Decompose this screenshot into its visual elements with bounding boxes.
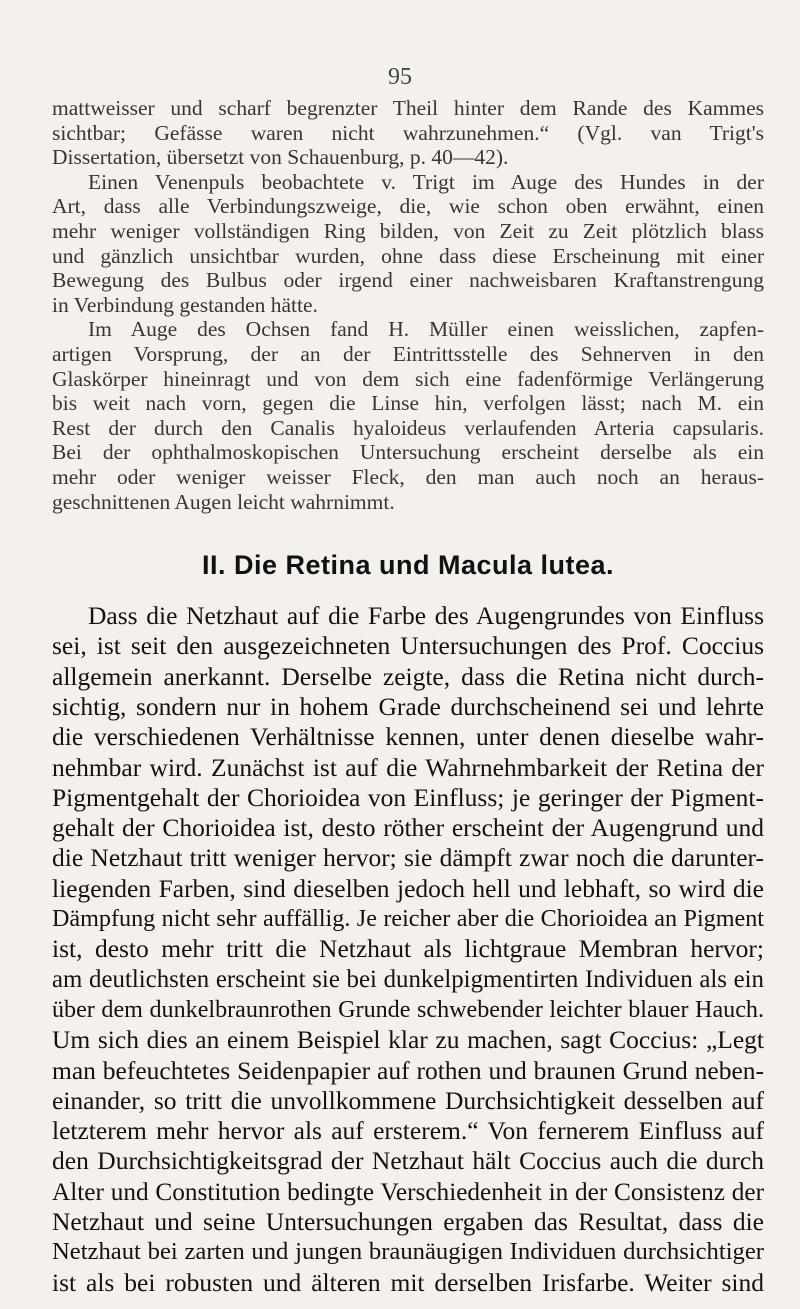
- text-line: Alter und Constitution bedingte Verschiedenheit in der Consistenz der: [52, 1177, 764, 1206]
- text-line: Pigmentgehalt der Chorioidea von Einfluss; je geringer der Pigment-: [52, 782, 764, 812]
- text-line: mattweisser und scharf begrenzter Theil hinter dem Rande des Kammes: [52, 96, 764, 120]
- text-line: am deutlichsten erscheint sie bei dunkelpigmentirten Individuen als ein: [52, 965, 764, 993]
- text-line: sichtbar; Gefässe waren nicht wahrzunehmen.“ (Vgl. van Trigt's: [52, 120, 764, 145]
- text-line: letzterem mehr hervor als auf ersterem.“ Von fernerem Einfluss auf: [52, 1116, 764, 1146]
- text-line: gehalt der Chorioidea ist, desto röther erscheint der Augengrund und: [52, 813, 764, 843]
- text-line: mehr oder weniger weisser Fleck, den man auch noch an heraus-: [52, 464, 764, 489]
- text-line: man befeuchtetes Seidenpapier auf rothen und braunen Grund neben-: [52, 1055, 764, 1085]
- text-line: die verschiedenen Verhältnisse kennen, unter denen dieselbe wahr-: [52, 722, 764, 752]
- text-line: einander, so tritt die unvollkommene Durchsichtigkeit desselben auf: [52, 1085, 764, 1115]
- text-line: und gänzlich unsichtbar wurden, ohne dass diese Erscheinung mit einer: [52, 243, 764, 268]
- text-line: sichtig, sondern nur in hohem Grade durchscheinend sei und lehrte: [52, 691, 764, 721]
- text-line: mehr weniger vollständigen Ring bilden, von Zeit zu Zeit plötzlich blass: [52, 218, 764, 243]
- page-number: 95: [388, 64, 412, 90]
- text-line: nehmbar wird. Zunächst ist auf die Wahrnehmbarkeit der Retina der: [52, 752, 764, 782]
- text-line: liegenden Farben, sind dieselben jedoch hell und lebhaft, so wird die: [52, 873, 764, 903]
- text-line: allgemein anerkannt. Derselbe zeigte, dass die Retina nicht durch-: [52, 661, 764, 691]
- text-line: Glaskörper hineinragt und von dem sich eine fadenförmige Verlängerung: [52, 366, 764, 391]
- text-line: Bei der ophthalmoskopischen Untersuchung erscheint derselbe als ein: [52, 440, 764, 465]
- paragraph-2: [52, 170, 764, 318]
- text-line: in Verbindung gestanden hätte.: [52, 292, 318, 317]
- text-line: Netzhaut bei zarten und jungen braunäugigen Individuen durchsichtiger: [52, 1238, 764, 1266]
- text-line: Art, dass alle Verbindungszweige, die, wie schon oben erwähnt, einen: [52, 194, 764, 219]
- text-line: Einen Venenpuls beobachtete v. Trigt im Auge des Hundes in der: [88, 169, 764, 194]
- text-line: Netzhaut und seine Untersuchungen ergaben das Resultat, dass die: [52, 1207, 764, 1237]
- text-line: ist als bei robusten und älteren mit derselben Irisfarbe. Weiter sind: [52, 1267, 764, 1297]
- text-line: die Netzhaut tritt weniger hervor; sie dämpft zwar noch die darunter-: [52, 843, 764, 873]
- page-text: [52, 96, 764, 1298]
- text-line: Rest der durch den Canalis hyaloideus verlaufenden Arteria capsularis.: [52, 415, 764, 440]
- text-line: Um sich dies an einem Beispiel klar zu machen, sagt Coccius: „Legt: [52, 1025, 764, 1055]
- text-line: Dissertation, übersetzt von Schauenburg, p. 40—42).: [52, 145, 509, 170]
- text-line: ist, desto mehr tritt die Netzhaut als lichtgraue Membran hervor;: [52, 934, 764, 964]
- text-line: Bewegung des Bulbus oder irgend einer nachweisbaren Kraftanstrengung: [52, 268, 764, 293]
- text-line: bis weit nach vorn, gegen die Linse hin, verfolgen lässt; nach M. ein: [52, 391, 764, 416]
- paragraph-main: [52, 601, 764, 1298]
- section-heading: II. Die Retina und Macula lutea.: [201, 550, 615, 581]
- paragraph-1: [52, 96, 764, 170]
- text-line: geschnittenen Augen leicht wahrnimmt.: [52, 489, 395, 514]
- paragraph-3: [52, 317, 764, 514]
- text-line: über dem dunkelbraunrothen Grunde schwebender leichter blauer Hauch.: [52, 996, 764, 1023]
- text-line: Dass die Netzhaut auf die Farbe des Augengrundes von Einfluss: [88, 601, 764, 631]
- text-line: Dämpfung nicht sehr auffällig. Je reicher aber die Chorioidea an Pigment: [52, 905, 764, 933]
- text-line: artigen Vorsprung, der an der Eintrittsstelle des Sehnerven in den: [52, 341, 764, 366]
- text-line: sei, ist seit den ausgezeichneten Untersuchungen des Prof. Coccius: [52, 631, 764, 661]
- text-line: den Durchsichtigkeitsgrad der Netzhaut hält Coccius auch die durch: [52, 1146, 764, 1176]
- text-line: Im Auge des Ochsen fand H. Müller einen weisslichen, zapfen-: [88, 317, 764, 342]
